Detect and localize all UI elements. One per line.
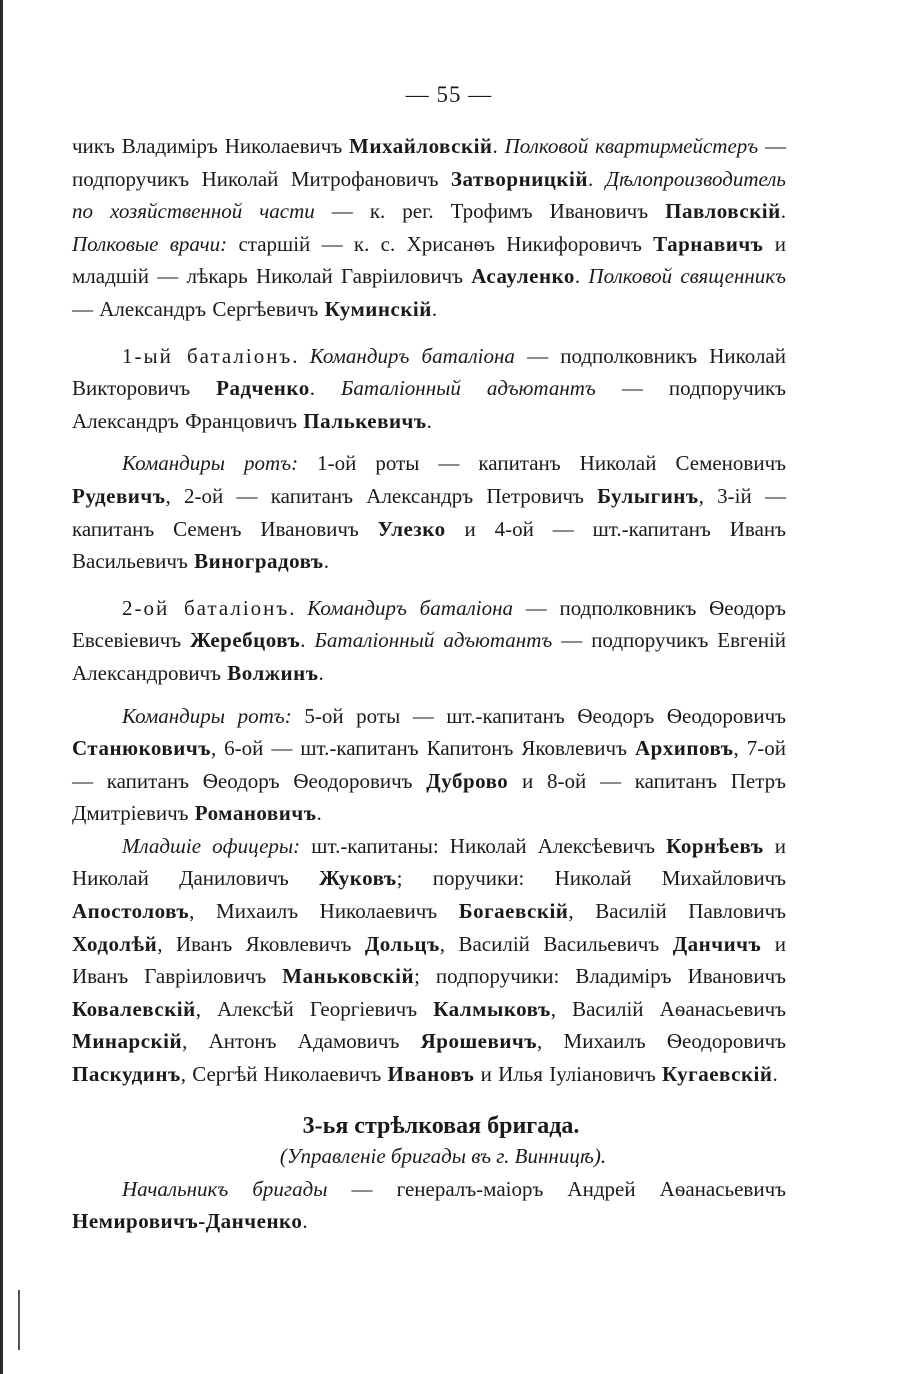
paragraph-company-commanders-2 bbox=[72, 700, 786, 830]
position-title: Командиръ баталіона bbox=[307, 595, 514, 620]
surname: Станюковичъ bbox=[72, 736, 211, 761]
surname: Булыгинъ bbox=[597, 483, 699, 508]
surname: Романовичъ bbox=[194, 801, 317, 826]
text: , Михаилъ Ѳеодоровичъ bbox=[537, 1029, 786, 1054]
text: , Василій Аѳанасьевичъ bbox=[550, 996, 786, 1021]
surname: Паскудинъ bbox=[72, 1062, 181, 1087]
text: — Александръ Сергѣевичъ bbox=[72, 296, 325, 321]
surname: Ковалевскій bbox=[72, 996, 196, 1021]
text: — к. рег. Трофимъ Ивановичъ bbox=[314, 199, 666, 224]
page-edge-mark bbox=[18, 1290, 20, 1350]
text: — подпоручикъ Николай Митрофановичъ bbox=[72, 134, 787, 191]
surname: Жеребцовъ bbox=[190, 628, 301, 653]
text: . bbox=[772, 1062, 778, 1087]
surname: Палькевичъ bbox=[303, 408, 427, 433]
position-title: Начальникъ бригады bbox=[122, 1176, 328, 1201]
paragraph-battalion-1 bbox=[72, 340, 786, 438]
text: , Сергѣй Николаевичъ bbox=[180, 1062, 388, 1087]
surname: Минарскій bbox=[72, 1029, 183, 1054]
surname: Рудевичъ bbox=[72, 483, 166, 508]
text: . bbox=[289, 595, 308, 620]
text: и Илья Іуліановичъ bbox=[474, 1062, 662, 1087]
text: ; подпоручики: Владиміръ Ивановичъ bbox=[414, 964, 787, 989]
surname: Асауленко bbox=[471, 264, 575, 289]
position-title: Командиръ баталіона bbox=[309, 343, 515, 368]
surname: Радченко bbox=[216, 376, 310, 401]
text: , Иванъ Яковлевичъ bbox=[157, 931, 365, 956]
text: и Николай Даниловичъ bbox=[72, 833, 786, 891]
text: . bbox=[316, 801, 322, 826]
paragraph-regiment-staff bbox=[72, 130, 786, 326]
paragraph-brigade-commander bbox=[72, 1173, 786, 1238]
surname: Куминскій bbox=[324, 296, 432, 321]
text: — генералъ-маіоръ Андрей Аѳанасьевичъ bbox=[327, 1176, 786, 1201]
text: чикъ Владиміръ Николаевичъ bbox=[72, 134, 350, 158]
text: 1-ой роты — капитанъ Николай Семеновичъ bbox=[298, 451, 786, 476]
surname: Улезко bbox=[377, 516, 446, 541]
surname: Виноградовъ bbox=[194, 549, 324, 574]
surname: Ярошевичъ bbox=[420, 1029, 538, 1054]
surname: Данчичъ bbox=[672, 931, 762, 956]
section-title: 3-ья стрѣлковая бригада. bbox=[302, 1112, 580, 1139]
text: и 4-ой — шт.-капитанъ Иванъ Васильевичъ bbox=[72, 516, 786, 574]
text: , Василій Васильевичъ bbox=[439, 931, 673, 956]
surname: Корнѣевъ bbox=[666, 833, 764, 858]
text: . bbox=[431, 296, 438, 321]
surname: Ходолѣй bbox=[72, 931, 158, 956]
paragraph-battalion-2 bbox=[72, 592, 786, 690]
text: ; поручики: Николай Михайловичъ bbox=[396, 866, 786, 891]
position-title: Младшіе офицеры: bbox=[122, 833, 301, 858]
surname: Ивановъ bbox=[387, 1062, 475, 1087]
document-page bbox=[72, 82, 786, 1238]
text: . bbox=[780, 199, 786, 224]
text: , Михаилъ Николаевичъ bbox=[189, 899, 459, 924]
battalion-heading: 2-ой баталіонъ bbox=[122, 595, 290, 620]
text: , 6-ой — шт.-капитанъ Капитонъ Яковлевичъ bbox=[210, 736, 635, 761]
text: , Василій Павловичъ bbox=[568, 899, 786, 924]
text: старшій — к. с. Хрисанѳъ Никифоровичъ bbox=[227, 231, 654, 256]
text: , 2-ой — капитанъ Александръ Петровичъ bbox=[165, 483, 598, 508]
surname: Дуброво bbox=[426, 768, 509, 793]
text: . bbox=[492, 134, 505, 158]
text: и Иванъ Гавріиловичъ bbox=[72, 931, 786, 989]
surname: Немировичъ-Данченко bbox=[72, 1209, 303, 1234]
surname: Маньковскій bbox=[282, 964, 415, 989]
text: и младшій — лѣкарь Николай Гавріиловичъ bbox=[72, 231, 786, 289]
paragraph-company-commanders-1 bbox=[72, 447, 786, 577]
text: . bbox=[309, 376, 341, 401]
position-title: Дѣлопроизводитель по хозяйственной части bbox=[72, 166, 786, 224]
surname: Дольцъ bbox=[364, 931, 440, 956]
surname: Богаевскій bbox=[458, 899, 569, 924]
text: . bbox=[323, 549, 329, 574]
battalion-heading: 1-ый баталіонъ bbox=[122, 343, 293, 368]
text: , 3-ій — капитанъ Семенъ Ивановичъ bbox=[72, 483, 786, 541]
surname: Тарнавичъ bbox=[653, 231, 764, 256]
text: и 8-ой — капитанъ Петръ Дмитріевичъ bbox=[72, 768, 786, 826]
text: . bbox=[426, 408, 432, 433]
position-title: Командиры ротъ: bbox=[122, 451, 299, 476]
text: . bbox=[300, 628, 315, 653]
position-title: Полковой священникъ bbox=[588, 264, 787, 289]
text: — подполковникъ Николай Викторовичъ bbox=[72, 343, 786, 401]
position-title: Полковой квартирмейстеръ bbox=[504, 134, 759, 158]
page-number: — 55 — bbox=[405, 82, 493, 107]
surname: Михайловскій bbox=[349, 134, 493, 158]
paragraph-junior-officers bbox=[72, 830, 786, 1091]
position-title: Командиры ротъ: bbox=[122, 703, 292, 728]
position-title: Баталіонный адъютантъ bbox=[314, 628, 553, 653]
text: , Алексѣй Георгіевичъ bbox=[195, 996, 434, 1021]
surname: Архиповъ bbox=[634, 736, 734, 761]
text: . bbox=[302, 1209, 308, 1234]
text: . bbox=[292, 343, 310, 368]
surname: Затворницкій bbox=[450, 166, 588, 191]
surname: Волжинъ bbox=[227, 660, 319, 685]
text: — подпоручикъ Александръ Францовичъ bbox=[72, 376, 786, 433]
text: — подпоручикъ Евгеній Александровичъ bbox=[72, 628, 787, 685]
text: 5-ой роты — шт.-капитанъ Ѳеодоръ Ѳеодоровичъ bbox=[291, 703, 787, 728]
text: . bbox=[318, 660, 324, 685]
section-subtitle: (Управленіе бригады въ г. Винницѣ). bbox=[279, 1143, 607, 1168]
surname: Апостоловъ bbox=[72, 899, 190, 924]
text: . bbox=[587, 166, 606, 191]
surname: Павловскій bbox=[665, 199, 781, 224]
position-title: Полковые врачи: bbox=[72, 231, 228, 256]
text: — подполковникъ Ѳеодоръ Евсевіевичъ bbox=[72, 595, 787, 653]
text: . bbox=[574, 264, 589, 289]
text: шт.-капитаны: Николай Алексѣевичъ bbox=[300, 833, 667, 858]
text: , 7-ой — капитанъ Ѳеодоръ Ѳеодоровичъ bbox=[72, 736, 787, 793]
position-title: Баталіонный адъютантъ bbox=[340, 376, 596, 401]
page-edge-line bbox=[0, 0, 3, 1374]
text: , Антонъ Адамовичъ bbox=[182, 1029, 421, 1054]
surname: Кугаевскій bbox=[661, 1062, 773, 1087]
surname: Жуковъ bbox=[319, 866, 397, 891]
surname: Калмыковъ bbox=[433, 996, 551, 1021]
